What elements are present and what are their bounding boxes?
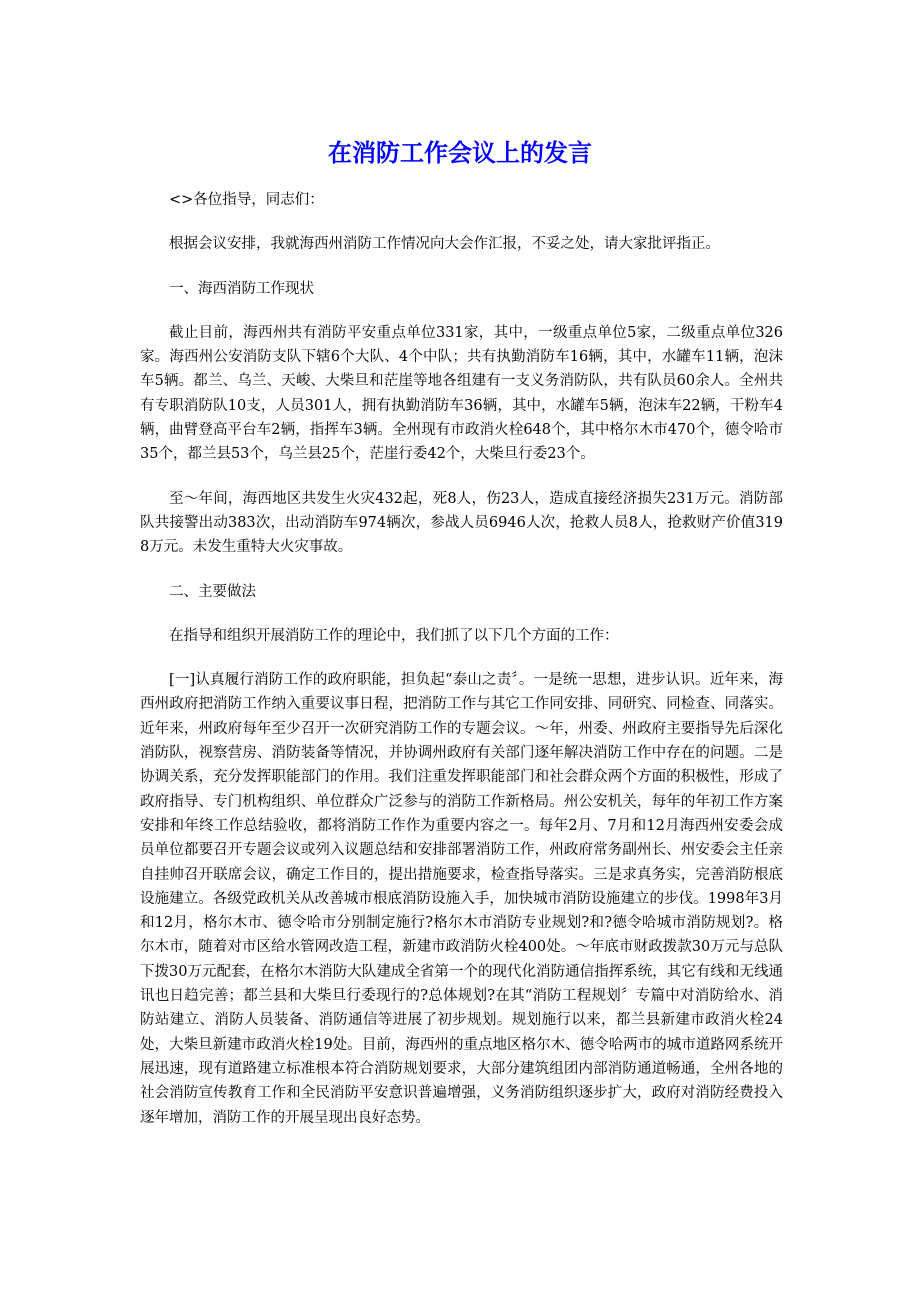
document-title: 在消防工作会议上的发言: [328, 139, 592, 167]
salutation-paragraph: <>各位指导，同志们：: [169, 192, 324, 208]
section-heading-1: 一、海西消防工作现状: [169, 280, 314, 297]
section-heading-2: 二、主要做法: [169, 583, 256, 600]
status-paragraph: 截止目前，海西州共有消防平安重点单位331家，其中，一级重点单位5家，二级重点单位326家。海西州公安消防支队下辖6个大队、4个中队；共有执勤消防车16辆，其中，水罐车11辆，泡沫车5辆。都兰、乌兰、天峻、大柴旦和茫崖等地各组建有一支义务消防队，共有队员60余人。全州共有专职消防队10支，人员301人，拥有执勤消防车36辆，其中，水罐车5辆，泡沫车22辆，干粉车4辆，曲臂登高平台车2辆，指挥车3辆。全州现有市政消火栓648个，其中格尔木市470个，德令哈市35个，都兰县53个，乌兰县25个，茫崖行委42个，大柴旦行委23个。: [140, 324, 783, 463]
government-duties-paragraph: [一]认真履行消防工作的政府职能，担负起“泰山之责〞。一是统一思想，进步认识。近年来，海西州政府把消防工作纳入重要议事日程，把消防工作与其它工作同安排、同研究、同检查、同落实。近年来，州政府每年至少召开一次研究消防工作的专题会议。～年，州委、州政府主要指导先后深化消防队，视察营房、消防装备等情况，并协调州政府有关部门逐年解决消防工作中存在的问题。二是协调关系，充分发挥职能部门的作用。我们注重发挥职能部门和社会群众两个方面的积极性，形成了政府指导、专门机构组织、单位群众广泛参与的消防工作新格局。州公安机关，每年的年初工作方案安排和年终工作总结验收，都将消防工作作为重要内容之一。每年2月、7月和12月海西州安委会成员单位都要召开专题会议或列入议题总结和安排部署消防工作，州政府常务副州长、州安委会主任亲自挂帅召开联席会议，确定工作目的，提出措施要求，检查指导落实。三是求真务实，完善消防根底设施建立。各级党政机关从改善城市根底消防设施入手，加快城市消防设施建立的步伐。1998年3月和12月，格尔木市、德令哈市分别制定施行?格尔木市消防专业规划?和?德令哈城市消防规划?。格尔木市，随着对市区给水管网改造工程，新建市政消防火栓400处。～年底市财政拨款30万元与总队下拨30万元配套，在格尔木消防大队建成全省第一个的现代化消防通信指挥系统，其它有线和无线通讯也日趋完善；都兰县和大柴旦行委现行的?总体规划?在其“消防工程规划〞专篇中对消防给水、消防站建立、消防人员装备、消防通信等进展了初步规划。规划施行以来，都兰县新建市政消火栓24处，大柴旦新建市政消火栓19处。目前，海西州的重点地区格尔木、德令哈两市的城市道路网系统开展迅速，现有道路建立标准根本符合消防规划要求，大部分建筑组团内部消防通道畅通，全州各地的社会消防宣传教育工作和全民消防平安意识普遍增强，义务消防组织逐步扩大，政府对消防经费投入逐年增加，消防工作的开展呈现出良好态势。: [140, 672, 783, 1126]
methods-intro-paragraph: 在指导和组织开展消防工作的理论中，我们抓了以下几个方面的工作：: [169, 627, 619, 644]
intro-paragraph: 根据会议安排，我就海西州消防工作情况向大会作汇报，不妥之处，请大家批评指正。: [169, 236, 720, 253]
fire-statistics-paragraph: 至～年间，海西地区共发生火灾432起，死8人，伤23人，造成直接经济损失231万元。消防部队共接警出动383次，出动消防车974辆次，参战人员6946人次，抢救人员8人，抢救财产价值3198万元。未发生重特大火灾事故。: [140, 490, 783, 556]
document-body: [140, 188, 783, 1150]
